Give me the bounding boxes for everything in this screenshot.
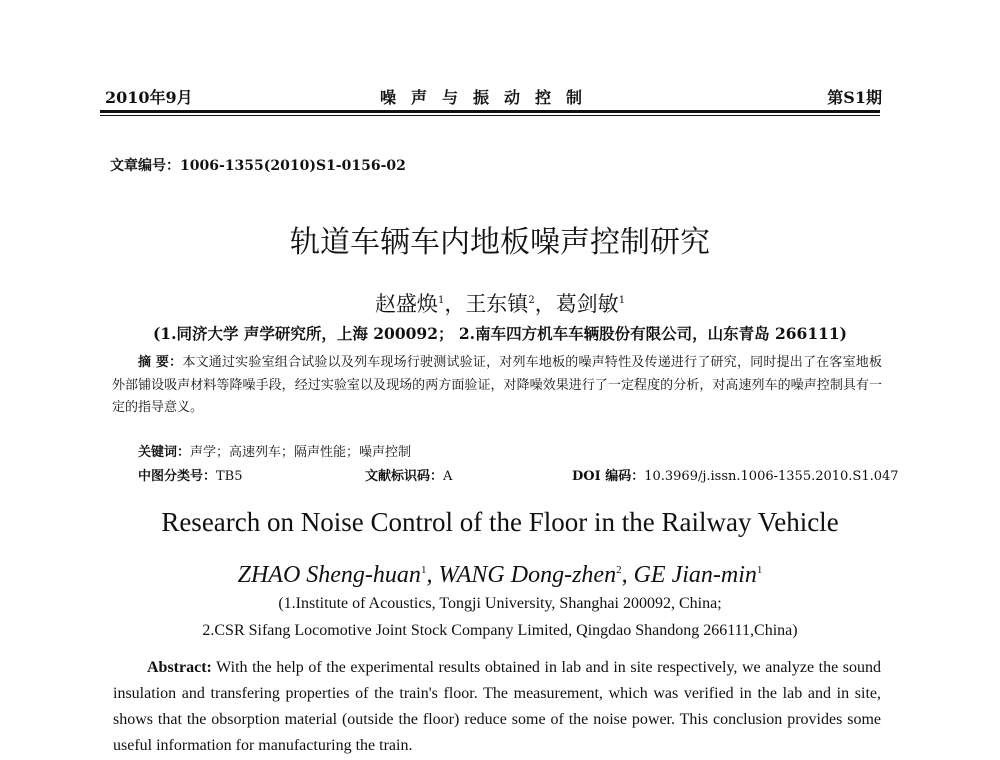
document-code bbox=[365, 465, 452, 484]
chinese-authors bbox=[0, 288, 1000, 318]
doi-label: DOI 编码： bbox=[572, 469, 645, 484]
author-name: GE Jian-min bbox=[633, 562, 757, 588]
chinese-abstract bbox=[112, 352, 882, 420]
author-separator: ， bbox=[534, 292, 556, 316]
classification-value: TB5 bbox=[216, 469, 243, 484]
doi bbox=[572, 465, 899, 484]
author-mark: 1 bbox=[756, 564, 763, 576]
english-abstract-label: Abstract: bbox=[147, 659, 212, 676]
header-rule-thin bbox=[100, 115, 880, 116]
author-mark: 2 bbox=[528, 295, 535, 306]
author-separator: , bbox=[621, 562, 634, 588]
doi-value: 10.3969/j.issn.1006-1355.2010.S1.047 bbox=[644, 469, 899, 484]
chinese-keywords bbox=[138, 441, 411, 460]
chinese-abstract-label: 摘 要： bbox=[138, 355, 183, 370]
keywords-value: 声学；高速列车；隔声性能；噪声控制 bbox=[190, 445, 412, 460]
author-name: WANG Dong-zhen bbox=[438, 562, 617, 588]
author-mark: 1 bbox=[437, 295, 445, 306]
english-affiliation-1: (1.Institute of Acoustics, Tongji University, Shanghai 200092, China; bbox=[278, 595, 722, 612]
author-name: ZHAO Sheng-huan bbox=[237, 562, 421, 588]
author-mark: 2 bbox=[616, 564, 622, 576]
author-mark: 1 bbox=[618, 295, 626, 306]
document-code-label: 文献标识码： bbox=[365, 469, 444, 484]
chinese-affiliations: (1.同济大学 声学研究所，上海 200092； 2.南车四方机车车辆股份有限公司，山东青岛 266111) bbox=[152, 324, 848, 343]
chinese-abstract-text: 本文通过实验室组合试验以及列车现场行驶测试验证，对列车地板的噪声特性及传递进行了研究，同时提出了在客室地板外部铺设吸声材料等降噪手段，经过实验室以及现场的两方面验证，对降噪效果进行了一定程度的分析，对高速列车的噪声控制具有一定的指导意义。 bbox=[112, 355, 882, 415]
author-name: 王东镇 bbox=[465, 292, 529, 316]
author-name: 葛剑敏 bbox=[555, 292, 619, 316]
document-code-value: A bbox=[443, 469, 453, 484]
author-name: 赵盛焕 bbox=[374, 292, 438, 316]
article-number: 文章编号：1006-1355(2010)S1-0156-02 bbox=[110, 158, 406, 174]
header-issue: 第S1期 bbox=[827, 88, 882, 107]
chinese-title: 轨道车辆车内地板噪声控制研究 bbox=[290, 225, 710, 260]
classification-number bbox=[138, 465, 243, 484]
author-separator: ， bbox=[444, 292, 466, 316]
english-authors bbox=[0, 562, 1000, 589]
author-mark: 1 bbox=[420, 564, 427, 576]
header-journal-name: 噪声与振动控制 bbox=[380, 88, 598, 107]
header-rule-thick bbox=[100, 110, 880, 113]
english-title: Research on Noise Control of the Floor in the Railway Vehicle bbox=[161, 507, 839, 537]
author-separator: , bbox=[426, 562, 439, 588]
english-abstract bbox=[113, 655, 881, 759]
keywords-label: 关键词： bbox=[138, 445, 191, 460]
english-affiliation-2: 2.CSR Sifang Locomotive Joint Stock Company Limited, Qingdao Shandong 266111,China) bbox=[202, 622, 798, 639]
english-abstract-text: With the help of the experimental results obtained in lab and in site respectively, we analyze the sound insulation and transfering properties of the train's floor. The measurement, which was verified in the lab and in site, shows that the obsorption material (outside the floor) reduce some of the noise power. This conclusion provides some useful information for manufacturing the train. bbox=[113, 659, 881, 754]
classification-label: 中图分类号： bbox=[138, 469, 217, 484]
header-date: 2010年9月 bbox=[105, 88, 193, 107]
